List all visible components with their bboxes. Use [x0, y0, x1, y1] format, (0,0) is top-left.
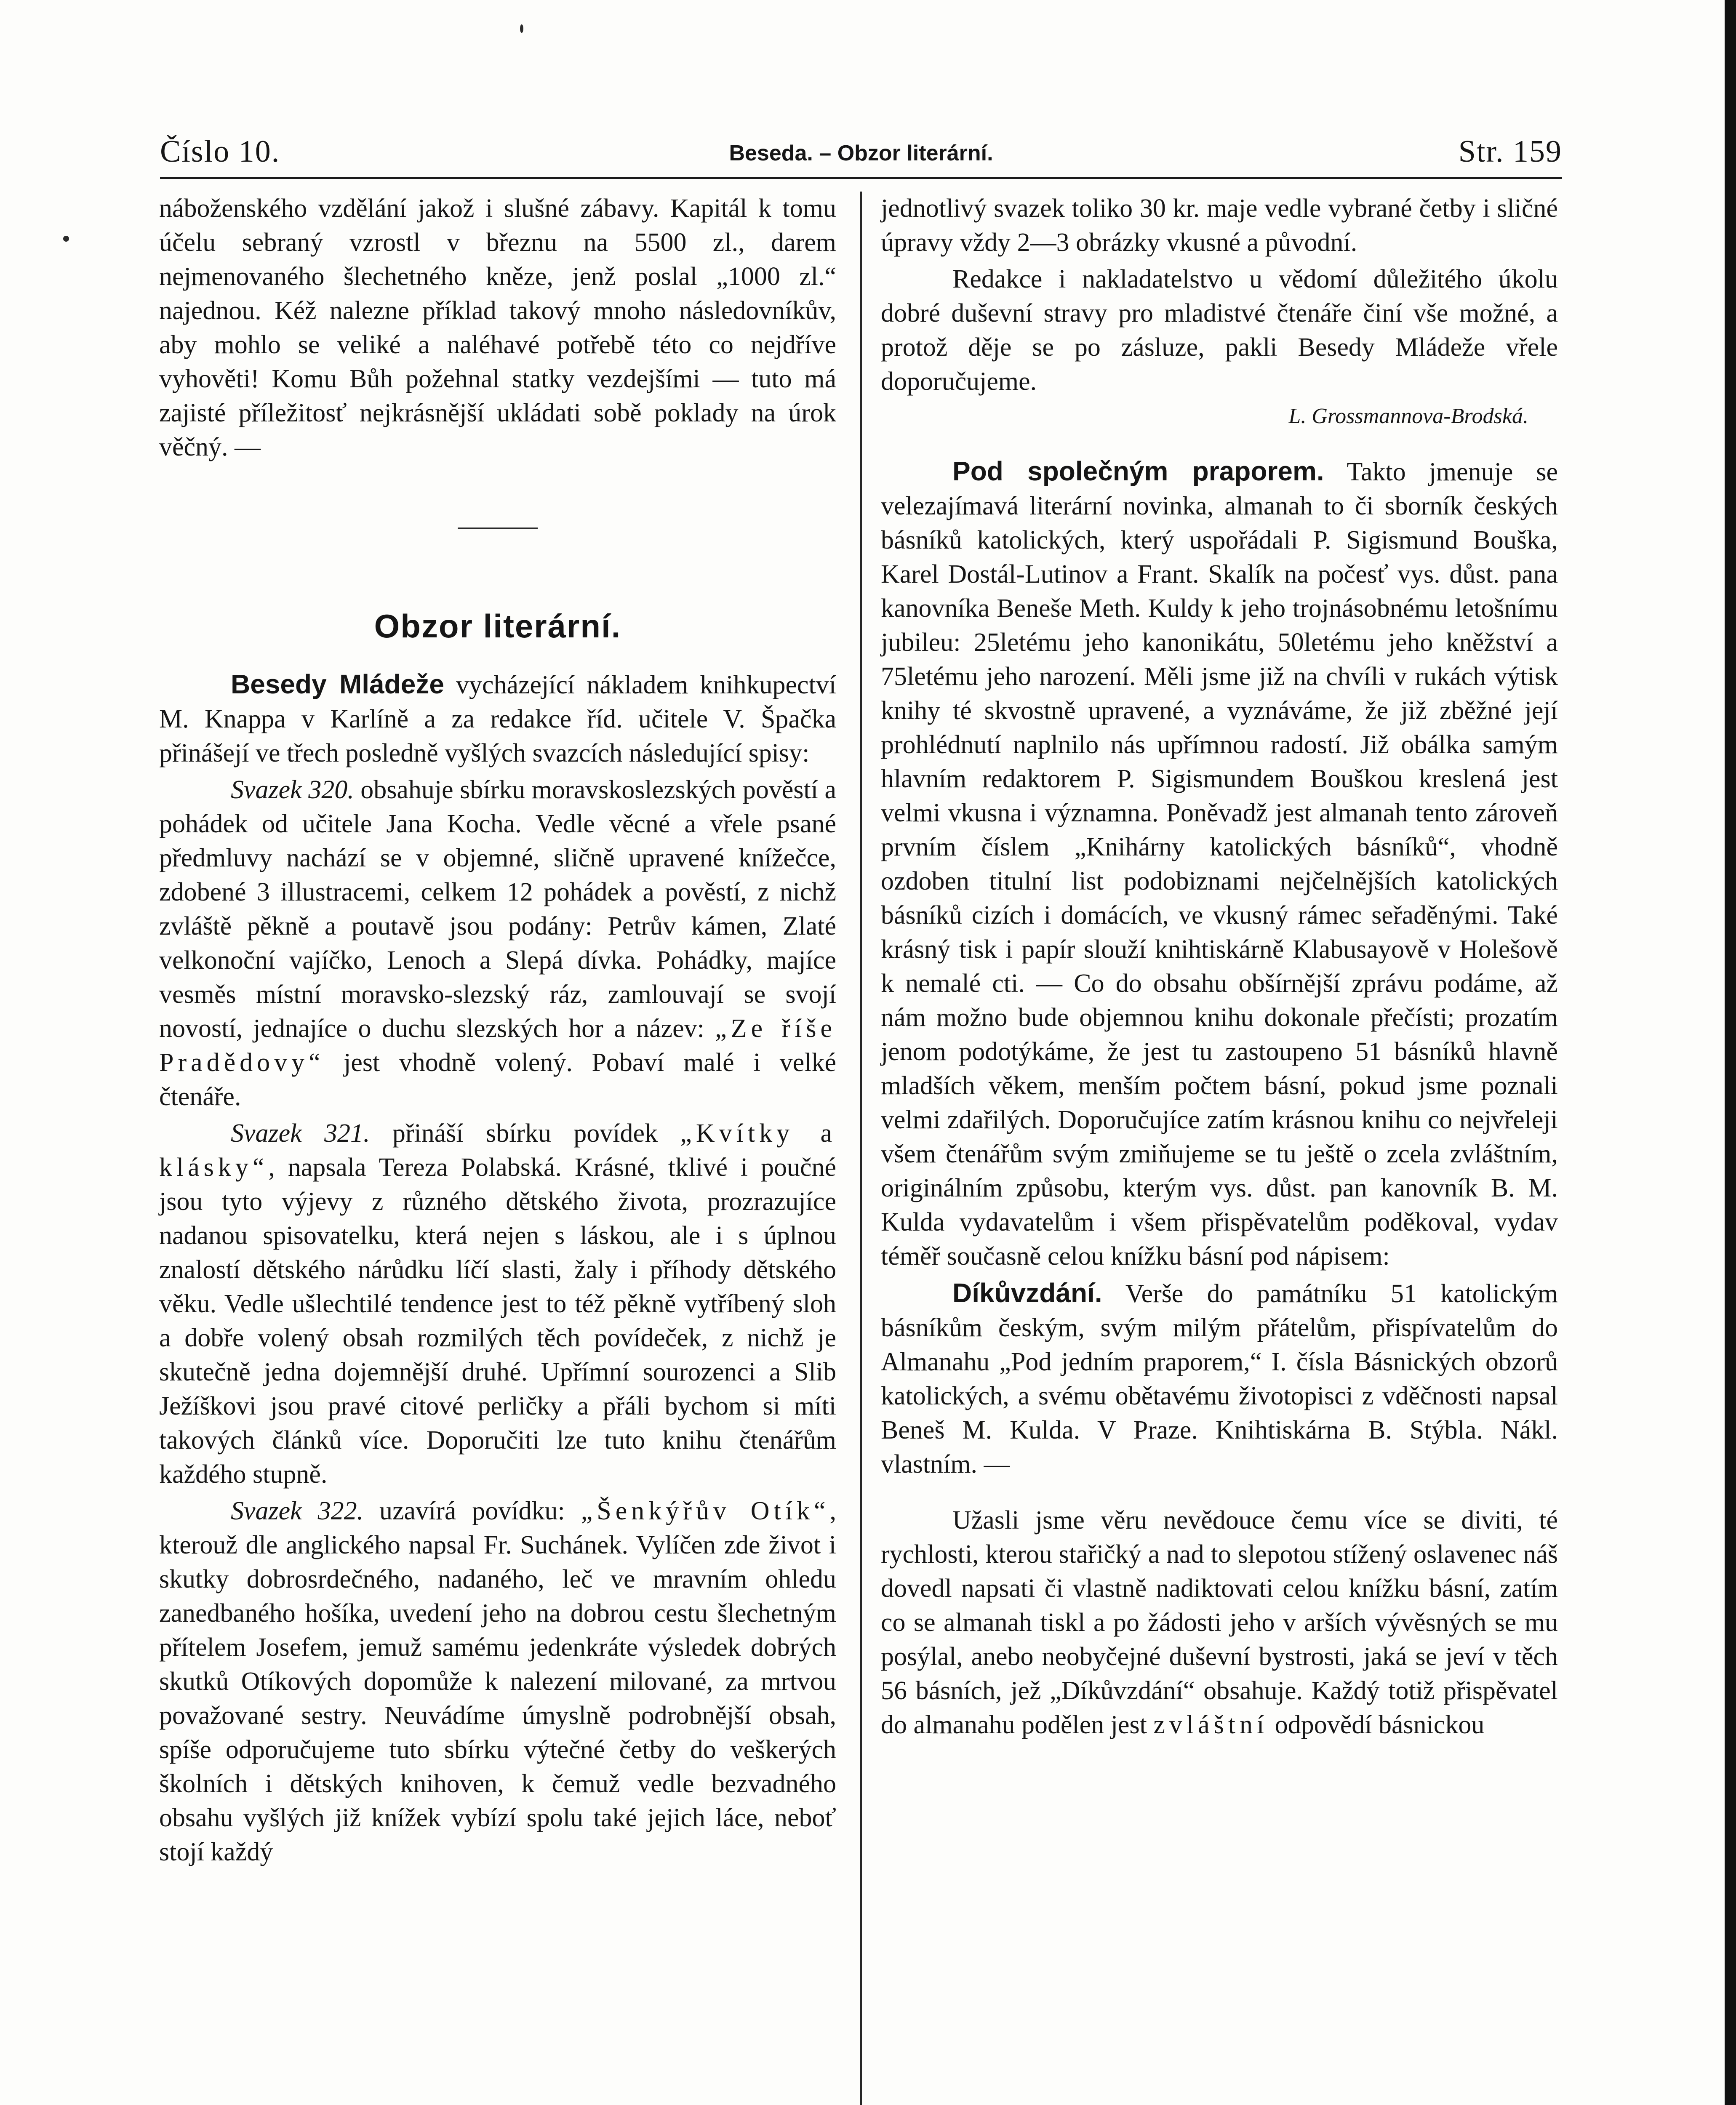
redakce-paragraph: Redakce i nakladatelstvo u vědomí důležitého úkolu dobré duševní stravy pro mladistvé čtenáře činí vše možné, a protož děje se po zásluze, pakli Besedy Mládeže vřele doporučujeme. [881, 265, 1558, 396]
page-number: Str. 159 [1458, 134, 1562, 169]
svazek-320-title: „Ze říše Pradědovy“ [159, 1014, 836, 1077]
svazek-322-title: „Šenkýřův Otík“ [581, 1497, 830, 1525]
svazek-321-label: Svazek 321. [231, 1119, 370, 1148]
svazek-320-paragraph [159, 773, 836, 1114]
dikuvzdani-text: Verše do památníku 51 katolickým básníkům českým, svým milým přátelům, přispívatelům do Almanahu „Pod jedním praporem,“ I. čísla Básnických obzorů katolických, a svému obětavému životopisci z vděčnosti napsal Beneš M. Kulda. V Praze. Knihtiskárna B. Stýbla. Nákl. vlastním. — [881, 1279, 1558, 1479]
besedy-paragraph [159, 667, 836, 770]
speck-mark [520, 24, 523, 33]
section-divider [458, 528, 538, 529]
svazek-322-text-a: uzavírá povídku: [379, 1497, 565, 1525]
svazek-320-label: Svazek 320. [231, 775, 354, 804]
svazek-322-label: Svazek 322. [231, 1497, 364, 1525]
issue-number: Číslo 10. [160, 134, 280, 169]
uzasli-text-a: Užasli jsme věru nevědouce čemu více se diviti, té rychlosti, kterou stařičký a nad to slepotou stížený oslavenec náš dovedl napsati či vlastně nadiktovati celou knížku básní, zatím co se almanah tiskl a po žádosti jeho v arších vývěsných se mu posýlal, anebo neobyčejné duševní bystrosti, jaká se jeví v těch 56 básních, jež „Díkůvzdání“ obsahuje. Každý totiž přispěvatel do almanahu podělen jest [881, 1506, 1558, 1739]
dikuvzdani-paragraph [881, 1276, 1558, 1481]
author-signature: L. Grossmannova-Brodská. [1288, 404, 1528, 428]
pod-praporem-paragraph [881, 454, 1558, 1274]
left-column [159, 192, 836, 1869]
section-title: Obzor literární. [374, 608, 621, 645]
svazek-321-text-b: , napsala Tereza Polabská. Krásné, tklivé i poučné jsou tyto výjevy z různého dětského života, prozrazujíce nadanou spisovatelku, která nejen s láskou, ale i s úplnou znalostí dětského nárůdku líčí slasti, žaly i příhody dětského věku. Vedle ušlechtilé tendence jest to též pěkně vytříbený sloh a dobře volený obsah rozmilých těch povídeček, z nichž je skutečně jedna dojemnější druhé. Upřímní sourozenci a Slib Ježíškovi jsou pravé citové perličky a přáli bychom si míti takových článků více. Doporučiti lze tuto knihu čtenářům každého stupně. [159, 1153, 836, 1489]
speck-mark [63, 236, 69, 242]
besedy-lead: Besedy Mládeže [231, 669, 444, 699]
svazek-320-text-a: obsahuje sbírku moravskoslezských pověstí a pohádek od učitele Jana Kocha. Vedle věcné a vřele psané předmluvy nachází se v objemné, sličně upravené knížečce, zdobené 3 illustracemi, celkem 12 pohádek a pověstí, z nichž zvláště pěkně a poutavě jsou podány: Petrův kámen, Zlaté velkonoční vajíčko, Lenoch a Slepá dívka. Pohádky, majíce vesměs místní moravsko-slezský ráz, zamlouvají se svojí novostí, jednajíce o duchu slezských hor a název: [159, 775, 837, 1043]
uzasli-spaced-word: zvláštní [1153, 1711, 1269, 1739]
intro-paragraph: náboženského vzdělání jakož i slušné zábavy. Kapitál k tomu účelu sebraný vzrostl v březnu na 5500 zl., darem nejmenovaného šlechetného kněze, jenž poslal „1000 zl.“ najednou. Kéž nalezne příklad takový mnoho následovníkův, aby mohlo se veliké a naléhavé potřebě této co nejdříve vyhověti! Komu Bůh požehnal statky vezdejšími — tuto má zajisté příležitosť nejkrásnější ukládati sobě poklady na úrok věčný. — [159, 194, 836, 461]
svazek-321-text-a: přináší sbírku povídek [392, 1119, 658, 1148]
scan-edge-right [1725, 0, 1736, 2105]
svazek-320-text-b: jest vhodně volený. Pobaví malé i velké čtenáře. [159, 1048, 837, 1111]
pod-praporem-text: Takto jmenuje se velezajímavá literární novinka, almanah to či sborník českých básníků katolických, který uspořádali P. Sigismund Bouška, Karel Dostál-Lutinov a Frant. Skalík na počesť vys. důst. pana kanovníka Beneše Meth. Kuldy k jeho trojnásobnému letošnímu jubileu: 25letému jeho kanonikátu, 50letému jeho kněžství a 75letému jeho narození. Měli jsme již na chvíli v rukách výtisk knihy té skvostně upravené, a vyznáváme, že již zběžné její prohlédnutí naplnilo nás upřímnou radostí. Již obálka samým hlavním redaktorem P. Sigismundem Bouškou kreslená jest velmi vkusna i významna. Poněvadž jest almanah tento zároveň prvním číslem „Knihárny katolických básníků“, vhodně ozdoben titulní list podobiznami nejčelnějších katolických básníků cizích i domácích, ve vkusný rámec seřaděnými. Také krásný tisk i papír slouží knihtiskárně Klabusayově v Holešově k nemalé cti. — Co do obsahu obšírnější zprávu podáme, až nám možno bude objemnou knihu dokonale přečísti; prozatím jenom podotýkáme, že jest tu zastoupeno 51 básníků hlavně mladších věkem, menším počtem básní, pokud jsme poznali velmi zdařilých. Doporučujíce zatím krásnou knihu co nejvřeleji všem čtenářům svým zmiňujeme se tu ještě o zcela zvláštním, originálním způsobu, kterým vys. důst. pan kanovník B. M. Kulda vydavatelům i všem přispěvatelům poděkoval, vydav téměř současně celou knížku básní pod nápisem: [881, 458, 1558, 1271]
right-column [881, 192, 1558, 1742]
uzasli-text-b: odpovědí básnickou [1275, 1711, 1485, 1739]
dikuvzdani-lead: Díkůvzdání. [952, 1278, 1102, 1308]
header-rule [160, 177, 1562, 179]
svazek-322-paragraph [159, 1494, 836, 1869]
running-header [160, 134, 1562, 180]
column-divider [860, 192, 862, 2105]
section-header-title: Beseda. – Obzor literární. [729, 141, 993, 165]
pod-praporem-lead: Pod společným praporem. [952, 456, 1324, 486]
svazek-322-text-b: , kterouž dle anglického napsal Fr. Suchánek. Vylíčen zde život i skutky dobrosrdečného, nadaného, leč ve mravním ohledu zanedbaného hošíka, uvedení jeho na dobrou cestu šlechetným přítelem Josefem, jemuž samému jedenkráte výsledek dobrých skutků Otíkových dopomůže k nalezení milované, za mrtvou považované sestry. Neuvádíme úmyslně podrobnější obsah, spíše odporučujeme tuto sbírku výtečné četby do veškerých školních i dětských knihoven, k čemuž vedle bezvadného obsahu vyšlých již knížek vybízí spolu také jejich láce, neboť stojí každý [159, 1497, 836, 1866]
svazek-321-paragraph [159, 1116, 836, 1492]
continuation-paragraph: jednotlivý svazek toliko 30 kr. maje vedle vybrané četby i sličné úpravy vždy 2—3 obrázky vkusné a původní. [881, 194, 1558, 257]
svazek-321-title: „Kvítky a klásky“ [159, 1119, 836, 1182]
besedy-text: vycházející nákladem knihkupectví M. Knappa v Karlíně a za redakce říd. učitele V. Špačka přinášejí ve třech posledně vyšlých svazcích následující spisy: [159, 671, 836, 767]
uzasli-paragraph [881, 1503, 1558, 1742]
